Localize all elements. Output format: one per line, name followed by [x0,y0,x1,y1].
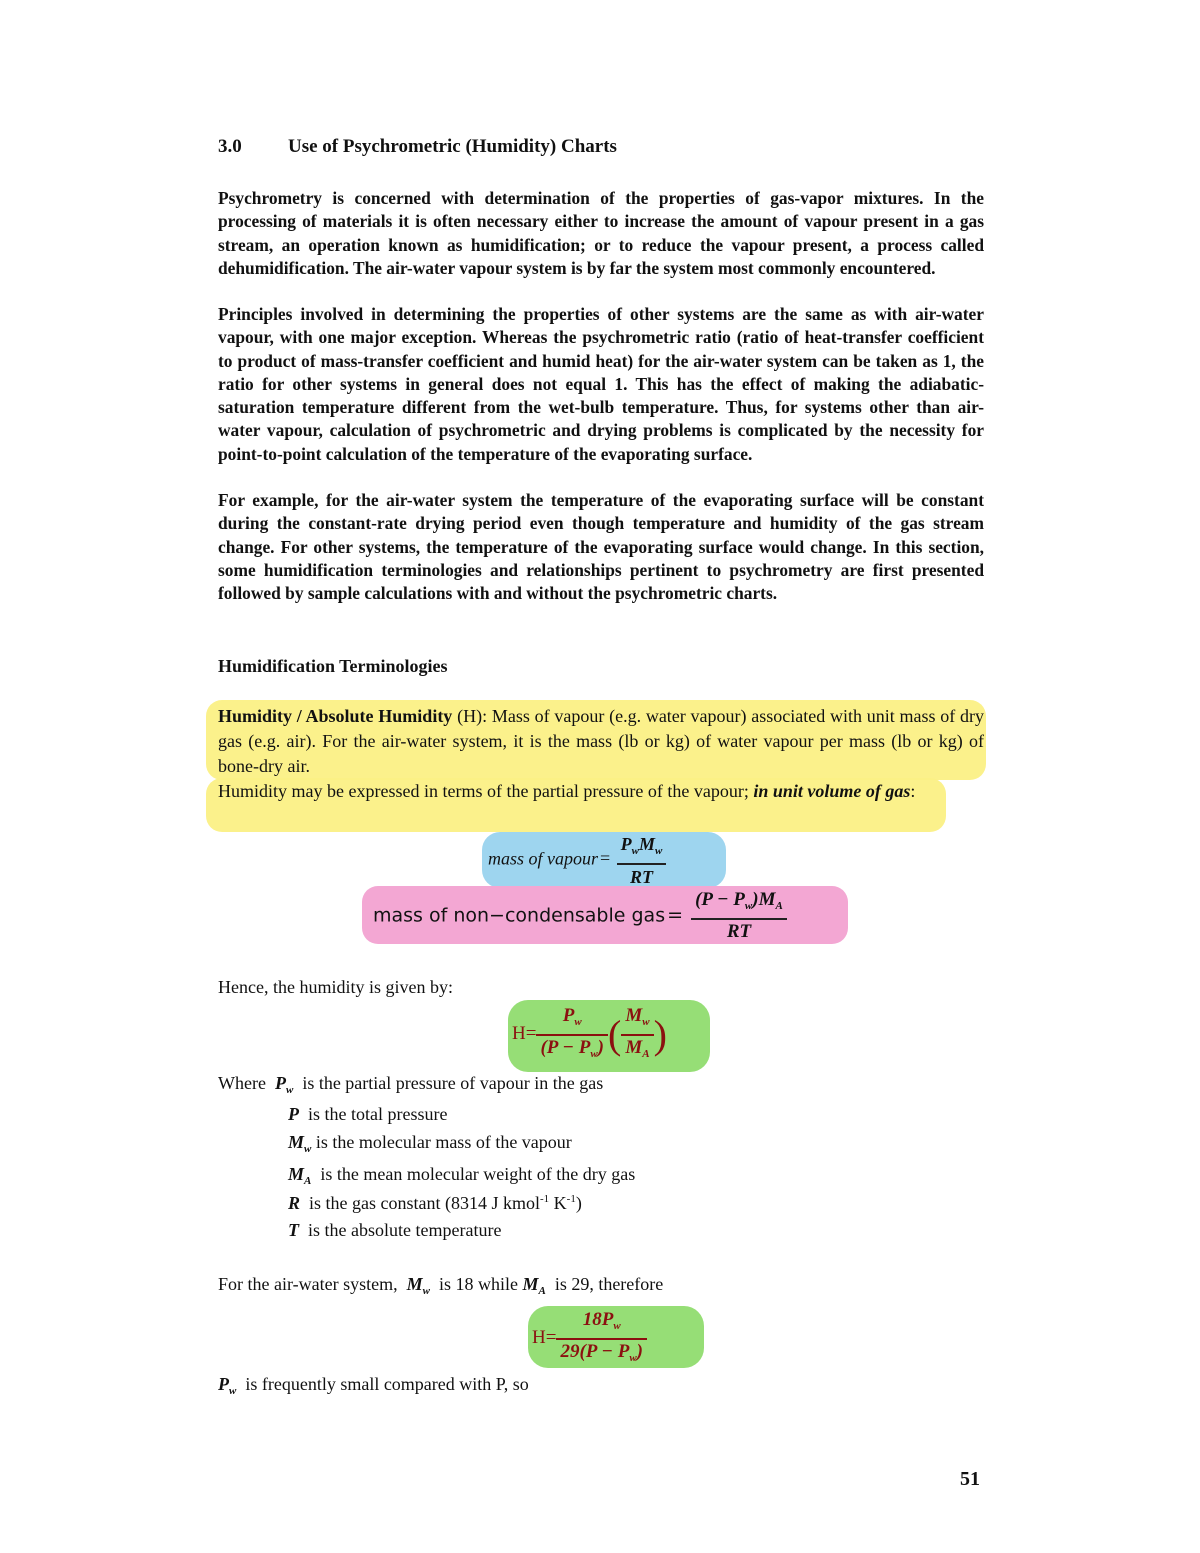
where-r: is the gas constant (8314 J kmol [309,1193,540,1213]
where-pw: is the partial pressure of vapour in the gas [302,1073,604,1093]
subheading-terminologies: Humidification Terminologies [218,656,448,676]
humidity-term: Humidity / Absolute Humidity [218,706,453,726]
mass-gas-rt: RT [726,920,752,942]
page-number: 51 [960,1468,980,1490]
paragraph-example: For example, for the air-water system the temperature of the evaporating surface will be constant during the constant-rate drying period even though temperature and humidity of the gas stream change. For other systems, the temperature of the evaporating surface would change. In this section, some humidification terminologies and relationships pertinent to psychrometry are first presented followed by sample calculations with and without the psychrometric charts. [218,490,984,604]
eq18-den: 29 [560,1340,580,1362]
humidity-formula-symbol: H [512,1023,526,1045]
mass-gas-label: mass of non−condensable gas [373,904,666,927]
equation-mass-gas: mass of non−condensable gas = $\frac{(P - P_w)M_A}{RT}$ [373,888,787,944]
equation-airwater: H= $\frac{18P_w}{29(P - P_w)}$ [532,1308,647,1370]
where-intro: Where [218,1073,266,1093]
where-r-line: R is the gas constant (8314 J kmol$^{-1}$ $K^{-1}$) [288,1193,582,1213]
where-t-line: T is the absolute temperature [288,1220,502,1240]
where-r-unit2: K [549,1193,567,1213]
where-mw: is the molecular mass of the vapour [315,1132,572,1152]
airwater-prefix: For the air-water system, [218,1274,398,1294]
section-number: 3.0 [218,136,242,157]
airwater-line: For the air-water system, $M_w$ is 18 while $M_A$ is 29, therefore [218,1274,664,1297]
humidity-expressed-end: : [910,781,916,801]
airwater-fraction: $\frac{18P_w}{29(P - P_w)}$ [556,1308,647,1370]
airwater-formula-symbol: H [532,1327,546,1349]
last-line-text: is frequently small compared with P, so [245,1374,529,1394]
where-mw-line: $M_w$ is the molecular mass of the vapour [288,1132,572,1155]
mass-vapour-rt: RT [630,866,654,887]
humidity-definition [218,704,984,804]
humidity-fraction-2: $\frac{M_w}{M_A}$ [621,1004,653,1066]
mass-vapour-fraction: $\frac{P_wM_w}{RT}$ [617,832,667,889]
airwater-end: is 29, therefore [554,1274,664,1294]
section-title: Use of Psychrometric (Humidity) Charts [288,136,617,157]
humidity-fraction-1: $\frac{P_w}{(P - P_w)}$ [536,1004,608,1066]
where-r-end: ) [575,1193,582,1213]
section-heading [218,136,617,158]
eq18-num: 18 [582,1309,602,1330]
paragraph-psychrometry: Psychrometry is concerned with determination of the properties of gas-vapor mixtures. In the processing of materials it is often necessary either to increase the amount of vapour present in a gas stream, an operation known as humidification; or to reduce the vapour present, a process called dehumidification. The air-water vapour system is by far the system most commonly encountered. [218,188,984,278]
equation-mass-vapour: mass of vapour = $\frac{P_wM_w}{RT}$ [488,832,666,889]
airwater-mid: is 18 while [438,1274,518,1294]
paragraph-principles: Principles involved in determining the properties of other systems are the same as with air-water vapour, with one major exception. Whereas the psychrometric ratio (ratio of heat-transfer coefficient to product of mass-transfer coefficient and humid heat) for the air-water system can be taken as 1, the ratio for other systems in general does not equal 1. This has the effect of making the adiabatic-saturation temperature different from the wet-bulb temperature. Thus, for systems other than air-water vapour, calculation of psychrometric and drying problems is complicated by the necessity for point-to-point calculation of the temperature of the evaporating surface. [218,304,984,464]
last-line: $P_w$ is frequently small compared with P, so [218,1374,529,1397]
humidity-symbol: (H): [457,706,488,726]
where-ma-line: $M_A$ is the mean molecular weight of the dry gas [288,1164,636,1187]
hence-text: Hence, the humidity is given by: [218,977,453,997]
humidity-expressed: Humidity may be expressed in terms of the partial pressure of the vapour; [218,781,749,801]
humidity-expressed-emph: in unit volume of gas [753,781,911,801]
where-pw-line: Where $P_w$ is the partial pressure of vapour in the gas [218,1073,604,1096]
where-t: is the absolute temperature [308,1220,502,1240]
where-ma: is the mean molecular weight of the dry gas [320,1164,636,1184]
equation-humidity: H= $\frac{P_w}{(P - P_w)}$ ( $\frac{M_w}{M_A}$ ) [512,1004,667,1066]
mass-gas-fraction: $\frac{(P - P_w)M_A}{RT}$ [691,888,787,944]
mass-vapour-label: mass of vapour [488,848,599,869]
where-p-line: P is the total pressure [288,1104,448,1124]
where-p: is the total pressure [308,1104,448,1124]
humidity-definition-text: Mass of vapour (e.g. water vapour) associated with unit mass of dry gas (e.g. air). For the air-water system, it is the mass (lb or kg) of water vapour per mass (lb or kg) of bone-dry air. [218,706,985,776]
